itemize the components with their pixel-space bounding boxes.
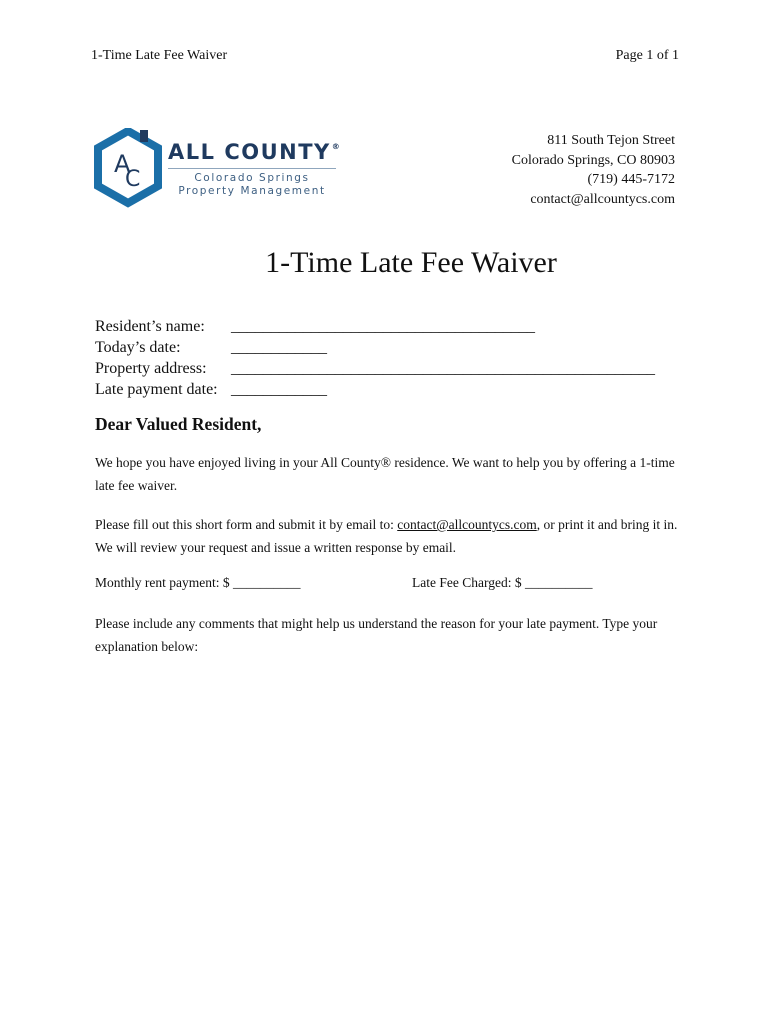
logo-subtitle-service: Property Management — [178, 185, 326, 197]
header-page-number: Page 1 of 1 — [615, 48, 679, 63]
property-address-blank[interactable]: _____________________________________________________ — [231, 360, 655, 377]
intro-paragraph: We hope you have enjoyed living in your All County® residence. We want to help you by offering a 1-time late fee waiver. — [95, 455, 675, 493]
greeting: Dear Valued Resident, — [95, 414, 262, 434]
address-email: contact@allcountycs.com — [530, 191, 675, 207]
logo-brand: ALL COUNTY® — [168, 140, 342, 164]
field-label: Property address: — [95, 360, 207, 377]
todays-date-blank[interactable]: ____________ — [231, 339, 327, 356]
field-todays-date — [95, 337, 655, 358]
company-address — [512, 131, 675, 209]
address-street: 811 South Tejon Street — [547, 133, 675, 148]
field-resident-name — [95, 316, 655, 337]
late-fee-field[interactable]: Late Fee Charged: $ __________ — [412, 575, 593, 590]
company-logo — [92, 128, 352, 208]
address-phone: (719) 445-7172 — [587, 172, 675, 187]
instructions-paragraph — [95, 513, 685, 559]
field-label: Late payment date: — [95, 381, 218, 398]
header-document-title: 1-Time Late Fee Waiver — [91, 48, 228, 63]
field-label: Today’s date: — [95, 339, 181, 356]
email-link[interactable]: contact@allcountycs.com — [397, 517, 537, 532]
logo-hexagon-icon — [92, 128, 164, 208]
field-label: Resident’s name: — [95, 318, 205, 335]
page-title: 1-Time Late Fee Waiver — [265, 246, 557, 279]
resident-name-blank[interactable]: ______________________________________ — [231, 318, 535, 335]
address-city: Colorado Springs, CO 80903 — [511, 152, 675, 168]
logo-monogram-c: C — [125, 167, 141, 192]
instructions-text-start: Please fill out this short form and submit it by email to: — [95, 517, 398, 532]
late-payment-date-blank[interactable]: ____________ — [231, 381, 327, 398]
field-late-payment-date — [95, 379, 655, 400]
logo-monogram-a: A — [114, 150, 131, 178]
resident-info-fields — [95, 316, 655, 400]
comments-paragraph: Please include any comments that might help us understand the reason for your late payment. Type your explanation below: — [95, 616, 658, 654]
instructions-text-end: , or print it and bring it in. We will review your request and issue a written response by email. — [95, 517, 678, 555]
field-property-address — [95, 358, 655, 379]
logo-divider — [168, 168, 336, 169]
logo-subtitle-city: Colorado Springs — [194, 172, 310, 184]
monthly-rent-field[interactable]: Monthly rent payment: $ __________ — [95, 575, 301, 590]
